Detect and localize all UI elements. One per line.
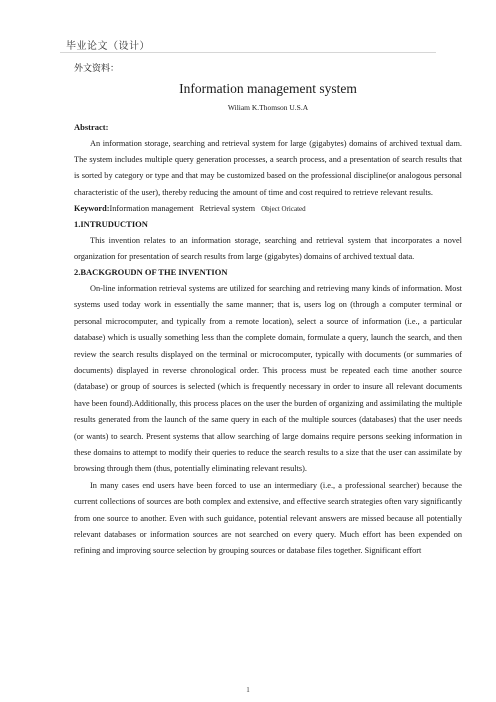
abstract-text: An information storage, searching and retrieval system for large (gigabytes) domains of archived textual dam. The system includes multiple query generation processes, a search process, and a presentation of search results that is sorted by category or type and that may be customized based on the professional discipline(or analogous personal characteristic of the user), thereby reducing the amount of time and cost required to retrieve relevant results. [74, 138, 462, 197]
keywords-line [74, 201, 462, 217]
page-number: 1 [246, 686, 250, 694]
document-title: Information management system [179, 81, 357, 96]
section-paragraph: This invention relates to an information storage, searching and retrieval system that incorporates a novel organization for presentation of search results from large (gigabytes) domains of archived textual data. [74, 235, 462, 262]
running-header: 毕业论文（设计） [66, 41, 150, 52]
keyword-item: Retrieval system [199, 204, 256, 214]
section-heading-background: 2.BACKGROUDN OF THE INVENTION [74, 267, 228, 278]
abstract-heading: Abstract: [74, 122, 109, 132]
section-heading-introduction: 1.INTRUDUCTION [74, 219, 148, 230]
document-body [74, 60, 462, 560]
keyword-item: Object Oricated [261, 205, 306, 214]
document-label: 外文资料： [74, 63, 120, 73]
keyword-item: Information management [109, 204, 194, 214]
author-line: Wiliam K.Thomson U.S.A [227, 103, 309, 112]
keywords-label: Keyword: [74, 204, 110, 214]
header-divider [60, 52, 436, 53]
section-paragraph: In many cases end users have been forced to use an intermediary (i.e., a professional searcher) because the current collections of sources are both complex and extensive, and effective search strategies often vary significantly from one source to another. Even with such guidance, potential relevant answers are missed because all potentially relevant databases or information sources are not searched on every query. Much effort has been expended on refining and improving source selection by grouping sources or database files together. Significant effort [74, 480, 462, 556]
section-paragraph: On-line information retrieval systems are utilized for searching and retrieving many kinds of information. Most systems used today work in essentially the same manner; that is, users log on (through a computer terminal or personal microcomputer, and typically from a remote location), select a source of information (i.e., a particular database) which is usually something less than the complete domain, formulate a query, launch the search, and then review the search results displayed on the terminal or microcomputer, typically with documents (or summaries of documents) displayed in reverse chronological order. This process must be repeated each time another source (database) or group of sources is selected (which is frequently necessary in order to insure all relevant documents have been found).Additionally, this process places on the user the burden of organizing and assimilating the multiple results generated from the launch of the same query in each of the multiple sources (databases) that the user needs (or wants) to search. Present systems that allow searching of large domains require persons seeking information in these domains to attempt to modify their queries to reduce the search results to a size that the user can assimilate by browsing through them (thus, potentially eliminating relevant results). [74, 283, 462, 474]
